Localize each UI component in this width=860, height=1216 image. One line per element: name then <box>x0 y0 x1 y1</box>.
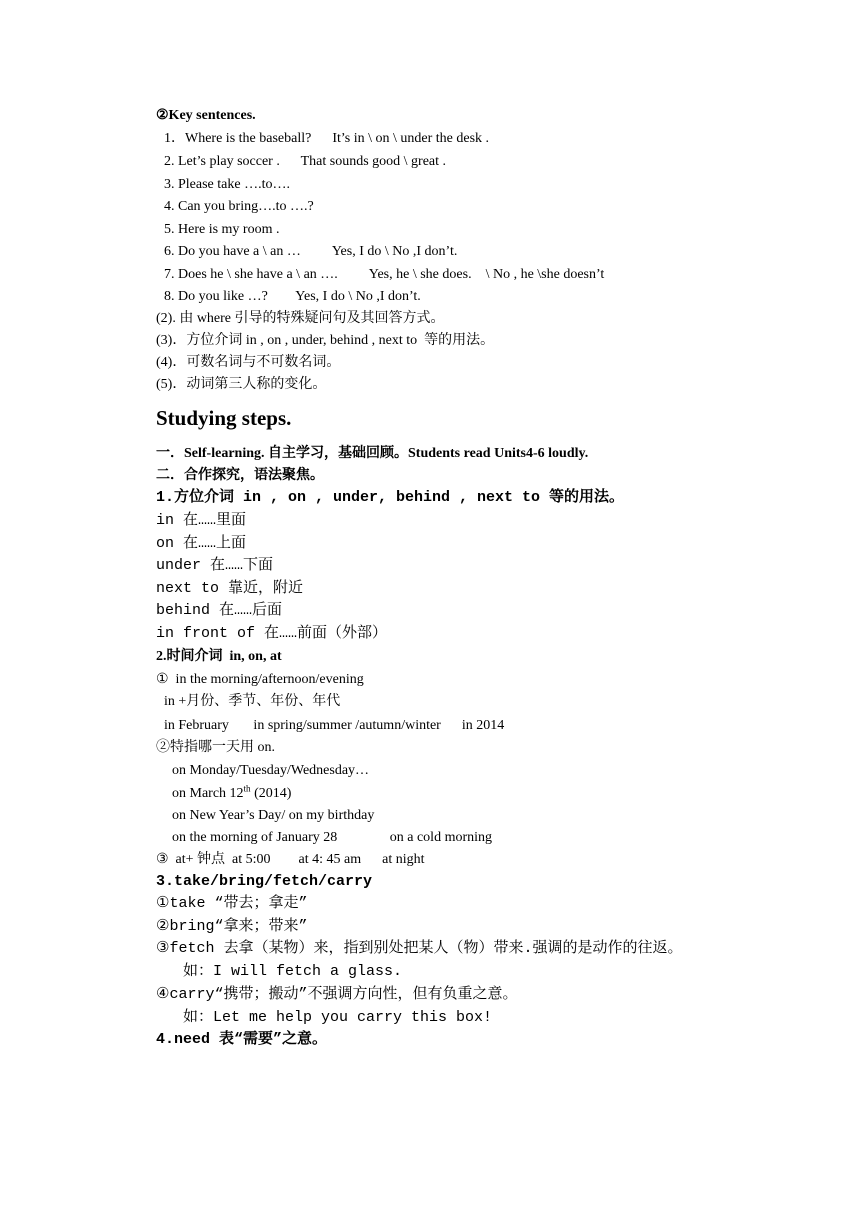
sentence-5: 5. Here is my room . <box>164 222 280 237</box>
preposition-next-to: next to 靠近，附近 <box>156 580 304 597</box>
sentence-8: 8. Do you like …? Yes, I do \ No ,I don’t. <box>164 289 421 304</box>
sentence-1: 1．Where is the baseball? It’s in \ on \ under the desk . <box>164 131 490 146</box>
march-text: on March 12 <box>172 786 244 801</box>
studying-steps-heading: Studying steps. <box>156 406 292 430</box>
preposition-in: in 在……里面 <box>156 512 247 529</box>
sentence-4: 4. Can you bring….to ….? <box>164 199 314 214</box>
preposition-behind: behind 在……后面 <box>156 602 283 619</box>
time-line-7: on the morning of January 28 on a cold morning <box>172 830 493 845</box>
march-year: (2014) <box>250 786 292 801</box>
section-3-title: 3.take/bring/fetch/carry <box>156 873 373 890</box>
section-4-title: 4.need 表“需要”之意。 <box>156 1031 328 1048</box>
march-superscript: th <box>243 783 251 794</box>
sentence-6: 6. Do you have a \ an … Yes, I do \ No ,I don’t. <box>164 244 458 259</box>
time-line-8: ③ at+ 钟点 at 5:00 at 4: 45 am at night <box>156 852 425 867</box>
preposition-under: under 在……下面 <box>156 557 274 574</box>
time-line-1: ① in the morning/afternoon/evening <box>156 672 364 687</box>
time-line-5: on Monday/Tuesday/Wednesday… <box>172 763 370 778</box>
verb-take: ①take “带去；拿走” <box>156 895 308 912</box>
time-line-4: ②特指哪一天用 on. <box>156 740 275 755</box>
grammar-point-3: (3)．方位介词 in , on , under, behind , next to 等的用法。 <box>156 333 495 348</box>
time-line-march <box>172 783 292 802</box>
sentence-7: 7. Does he \ she have a \ an …. Yes, he \ she does. \ No , he \she doesn’t <box>164 267 605 282</box>
verb-carry: ④carry“携带；搬动”不强调方向性，但有负重之意。 <box>156 986 518 1003</box>
time-line-2: in +月份、季节、年份、年代 <box>164 694 341 709</box>
step-self-learning: 一．Self-learning. 自主学习，基础回顾。Students read Units4-6 loudly. <box>156 446 589 461</box>
step-cooperation: 二．合作探究，语法聚焦。 <box>156 468 324 483</box>
time-line-3: in February in spring/summer /autumn/winter in 2014 <box>164 718 505 733</box>
carry-example: 如：Let me help you carry this box! <box>183 1009 493 1026</box>
grammar-point-2: (2). 由 where 引导的特殊疑问句及其回答方式。 <box>156 311 445 326</box>
section-1-title: 1.方位介词 in , on , under, behind , next to 等的用法。 <box>156 489 625 506</box>
key-sentences-title: ②Key sentences. <box>156 108 256 123</box>
section-2-title: 2.时间介词 in, on, at <box>156 649 282 664</box>
grammar-point-5: (5)．动词第三人称的变化。 <box>156 377 327 392</box>
verb-fetch: ③fetch 去拿（某物）来，指到别处把某人（物）带来.强调的是动作的往返。 <box>156 940 683 957</box>
fetch-example: 如：I will fetch a glass. <box>183 963 403 980</box>
time-line-6: on New Year’s Day/ on my birthday <box>172 808 375 823</box>
grammar-point-4: (4)．可数名词与不可数名词。 <box>156 355 341 370</box>
sentence-3: 3. Please take ….to…. <box>164 177 290 192</box>
sentence-2: 2. Let’s play soccer . That sounds good \ great . <box>164 154 447 169</box>
preposition-in-front-of: in front of 在……前面（外部） <box>156 625 388 642</box>
verb-bring: ②bring“拿来；带来” <box>156 918 308 935</box>
preposition-on: on 在……上面 <box>156 535 247 552</box>
